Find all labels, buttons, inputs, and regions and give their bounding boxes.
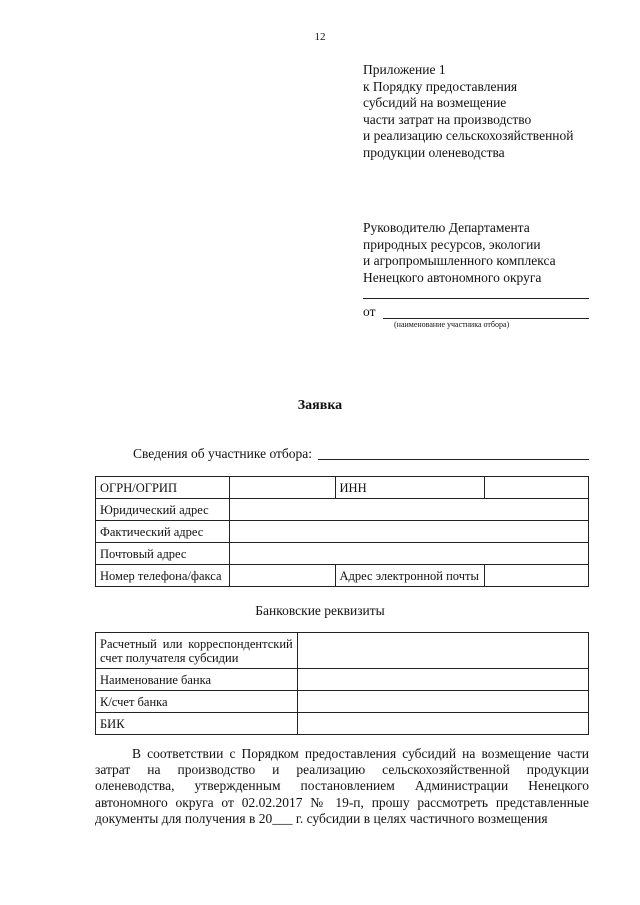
bik-label: БИК [96, 713, 298, 735]
addressee-line: Руководителю Департамента [363, 220, 530, 235]
legal-address-field[interactable] [229, 499, 588, 521]
bank-name-field[interactable] [297, 669, 588, 691]
phone-label: Номер телефона/факса [96, 565, 230, 587]
legal-address-label: Юридический адрес [96, 499, 230, 521]
from-blank-line[interactable] [383, 318, 589, 319]
ogrn-label: ОГРН/ОГРИП [96, 477, 230, 499]
inn-field[interactable] [485, 477, 589, 499]
table-row [96, 477, 589, 499]
postal-address-field[interactable] [229, 543, 588, 565]
table-row [96, 521, 589, 543]
appendix-line: и реализацию сельскохозяйственной [363, 128, 574, 143]
bank-details-title: Банковские реквизиты [255, 603, 385, 618]
page-number: 12 [314, 31, 326, 43]
participant-table [95, 476, 589, 587]
corr-account-field[interactable] [297, 691, 588, 713]
ogrn-field[interactable] [229, 477, 335, 499]
appendix-line: субсидий на возмещение [363, 95, 507, 110]
table-row [96, 691, 589, 713]
account-label: Расчетный или корреспондентский счет получателя субсидии [96, 633, 298, 669]
addressee-block [363, 220, 556, 286]
table-row [96, 499, 589, 521]
from-caption: (наименование участника отбора) [394, 320, 510, 329]
table-row [96, 543, 589, 565]
account-field[interactable] [297, 633, 588, 669]
appendix-line: Приложение 1 [363, 62, 446, 77]
table-row [96, 713, 589, 735]
inn-label: ИНН [335, 477, 485, 499]
phone-field[interactable] [229, 565, 335, 587]
table-row [96, 565, 589, 587]
table-row [96, 669, 589, 691]
email-label: Адрес электронной почты [335, 565, 485, 587]
addressee-line: и агропромышленного комплекса [363, 253, 556, 268]
addressee-line: природных ресурсов, экологии [363, 236, 541, 252]
application-paragraph: В соответствии с Порядком предоставления субсидий на возмещение части затрат на производство и реализацию сельскохозяйственной продукции оленеводства, утвержденным постановлением Администрации Ненецкого автономного округа от 02.02.2017 № 19-п, прошу рассмотреть представленные документы для получения в 20___ г. субсидии в целях частичного возмещения [95, 746, 589, 826]
email-field[interactable] [485, 565, 589, 587]
bik-field[interactable] [297, 713, 588, 735]
bank-table [95, 632, 589, 735]
postal-address-label: Почтовый адрес [96, 543, 230, 565]
addressee-blank-line[interactable] [363, 298, 589, 299]
corr-account-label: К/счет банка [96, 691, 298, 713]
appendix-header [363, 62, 574, 161]
table-row [96, 633, 589, 669]
appendix-line: части затрат на производство [363, 111, 532, 127]
addressee-line: Ненецкого автономного округа [363, 269, 542, 285]
actual-address-label: Фактический адрес [96, 521, 230, 543]
participant-info-blank-line[interactable] [318, 459, 589, 460]
document-title: Заявка [297, 398, 343, 413]
from-label: от [363, 304, 376, 319]
bank-name-label: Наименование банка [96, 669, 298, 691]
actual-address-field[interactable] [229, 521, 588, 543]
appendix-line: продукции оленеводства [363, 144, 505, 160]
participant-info-label: Сведения об участнике отбора: [133, 446, 313, 461]
appendix-line: к Порядку предоставления [363, 78, 518, 94]
